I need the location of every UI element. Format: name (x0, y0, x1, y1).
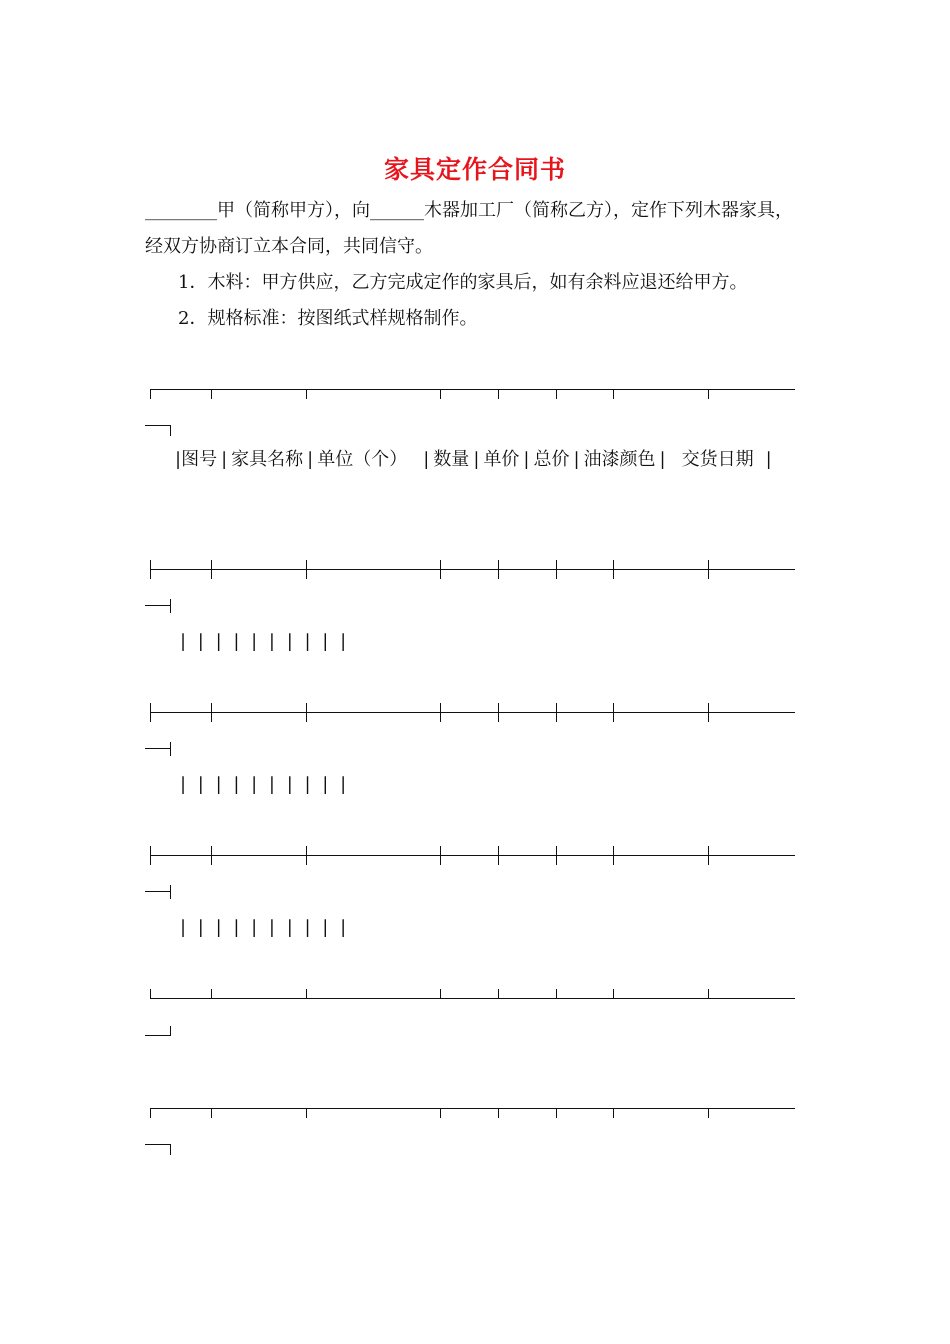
table-rule-stub-tick (170, 599, 171, 613)
table-rule-stub (145, 1144, 171, 1145)
table-column-tick (440, 1108, 441, 1118)
table-column-tick (613, 389, 614, 399)
table-column-tick (708, 1108, 709, 1118)
table-column-tick (211, 389, 212, 399)
table-rule (150, 855, 795, 856)
table-column-tick (708, 703, 709, 722)
table-column-tick (150, 389, 151, 399)
table-column-tick (211, 989, 212, 999)
table-column-tick (306, 846, 307, 865)
table-column-tick (708, 846, 709, 865)
table-column-tick (306, 560, 307, 579)
col-header: 数量 (433, 449, 470, 470)
table-rule-top-2 (150, 1108, 795, 1109)
table-rule (150, 569, 795, 570)
table-column-tick (440, 560, 441, 579)
party-b-blank: ______ (370, 200, 424, 221)
col-header: 单价 (483, 449, 520, 470)
table-empty-row: | | | | | | | | | | (180, 917, 350, 938)
table-column-tick (150, 703, 151, 722)
table-rule-stub (145, 891, 171, 892)
table-column-tick (211, 846, 212, 865)
party-a-text: 甲（简称甲方），向 (217, 200, 370, 221)
table-column-tick (498, 1108, 499, 1118)
col-header: 图号 (181, 449, 218, 470)
table-column-tick (708, 560, 709, 579)
intro-paragraph (145, 193, 810, 265)
clause-1: 1．木料：甲方供应，乙方完成定作的家具后，如有余料应退还给甲方。 (178, 272, 748, 293)
table-column-tick (440, 389, 441, 399)
col-header: 交货日期 (681, 449, 754, 470)
table-column-tick (150, 560, 151, 579)
table-column-tick (613, 846, 614, 865)
table-column-tick (150, 846, 151, 865)
table-column-tick (211, 1108, 212, 1118)
table-column-tick (440, 703, 441, 722)
table-column-tick (498, 989, 499, 999)
table-column-tick (556, 560, 557, 579)
table-column-tick (498, 560, 499, 579)
table-column-tick (708, 389, 709, 399)
table-column-tick (440, 846, 441, 865)
table-column-tick (498, 846, 499, 865)
table-empty-row: | | | | | | | | | | (180, 631, 350, 652)
table-rule-stub (145, 425, 171, 426)
table-column-tick (556, 389, 557, 399)
table-column-tick (150, 989, 151, 999)
table-rule-stub-tick (170, 885, 171, 899)
table-column-tick (211, 560, 212, 579)
table-column-tick (708, 989, 709, 999)
table-rule (150, 712, 795, 713)
table-column-tick (211, 703, 212, 722)
table-column-tick (613, 703, 614, 722)
table-column-tick (498, 389, 499, 399)
table-rule-stub-tick (170, 425, 171, 436)
party-b-text: 木器加工厂（简称乙方），定作下列木器家具，经双方协商订立本合同，共同信守。 (145, 200, 793, 257)
table-column-tick (556, 703, 557, 722)
col-header: 单位（个） (317, 449, 408, 470)
table-column-tick (306, 989, 307, 999)
document-title: 家具定作合同书 (383, 155, 566, 184)
table-column-tick (306, 389, 307, 399)
table-rule-stub-tick (170, 1026, 171, 1036)
table-rule-stub (145, 605, 171, 606)
col-header: 总价 (533, 449, 570, 470)
table-column-tick (556, 1108, 557, 1118)
col-header: 油漆颜色 (583, 449, 656, 470)
table-column-tick (150, 1108, 151, 1118)
table-empty-row: | | | | | | | | | | (180, 774, 350, 795)
table-rule-top (150, 389, 795, 390)
table-column-tick (440, 989, 441, 999)
table-header-row: |图号 | 家具名称 | 单位（个） | 数量 | 单价 | 总价 | 油漆颜色 | 交货日期 | (175, 449, 772, 470)
col-header: 家具名称 (231, 449, 304, 470)
table-column-tick (498, 703, 499, 722)
table-column-tick (306, 703, 307, 722)
table-column-tick (306, 1108, 307, 1118)
table-rule-stub (145, 1035, 171, 1036)
table-column-tick (556, 989, 557, 999)
table-column-tick (613, 989, 614, 999)
table-column-tick (613, 560, 614, 579)
table-column-tick (613, 1108, 614, 1118)
table-rule-stub (145, 748, 171, 749)
party-a-blank: ________ (145, 200, 217, 221)
table-column-tick (556, 846, 557, 865)
table-rule-stub-tick (170, 1144, 171, 1155)
table-rule-bottom (150, 998, 795, 999)
clause-2: 2．规格标准：按图纸式样规格制作。 (178, 308, 478, 329)
table-rule-stub-tick (170, 742, 171, 756)
